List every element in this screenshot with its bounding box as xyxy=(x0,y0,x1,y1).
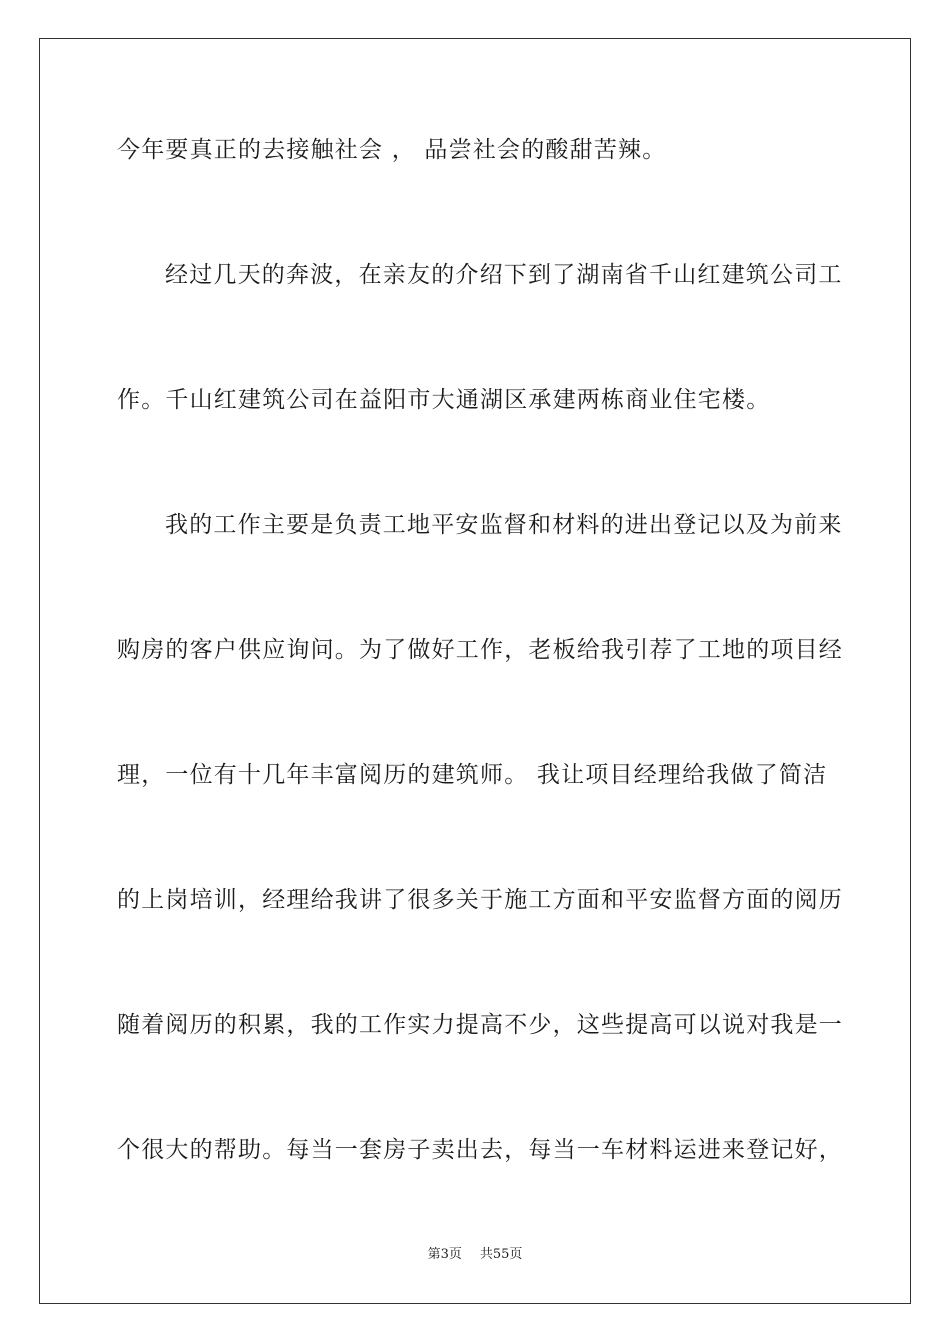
text-line-1: 今年要真正的去接触社会 ， 品尝社会的酸甜苦辣。 xyxy=(117,137,667,163)
text-line-8: 随着阅历的积累，我的工作实力提高不少，这些提高可以说对我是一 xyxy=(117,1012,843,1038)
text-line-5: 购房的客户供应询问。为了做好工作，老板给我引荐了工地的项目经 xyxy=(117,637,843,663)
page-number: 第3页 xyxy=(427,1247,462,1262)
page-footer xyxy=(0,1246,950,1264)
text-line-3: 作。千山红建筑公司在益阳市大通湖区承建两栋商业住宅楼。 xyxy=(117,387,771,413)
text-line-6: 理，一位有十几年丰富阅历的建筑师。 我让项目经理给我做了简洁 xyxy=(117,762,828,788)
text-line-7: 的上岗培训，经理给我讲了很多关于施工方面和平安监督方面的阅历 xyxy=(117,887,843,913)
total-pages: 共55页 xyxy=(479,1247,523,1262)
text-line-4: 我的工作主要是负责工地平安监督和材料的进出登记以及为前来 xyxy=(165,512,843,538)
page-frame xyxy=(39,38,911,1304)
text-line-9: 个很大的帮助。每当一套房子卖出去，每当一车材料运进来登记好， xyxy=(117,1137,843,1163)
text-line-2: 经过几天的奔波，在亲友的介绍下到了湖南省千山红建筑公司工 xyxy=(165,262,843,288)
